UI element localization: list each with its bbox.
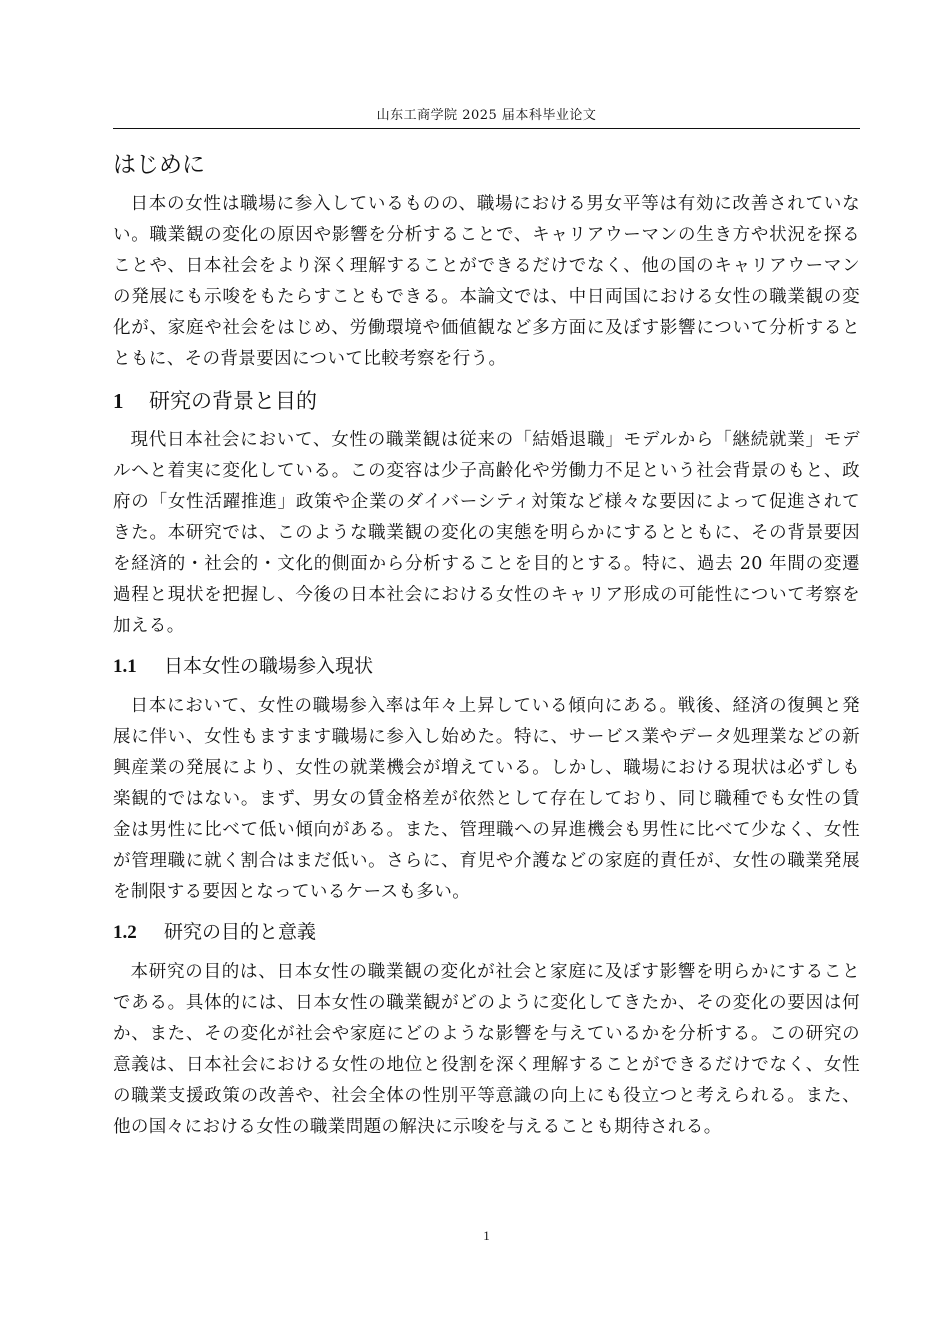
section-1-1-heading (113, 646, 860, 687)
page-content (113, 145, 860, 1143)
section-1-2-heading (113, 912, 860, 953)
subsection-number: 1.2 (113, 922, 137, 943)
section-title: 研究の背景と目的 (149, 389, 317, 413)
page-number: 1 (483, 1228, 490, 1243)
intro-heading: はじめに (113, 152, 205, 178)
subsection-title: 日本女性の職場参入現状 (164, 655, 374, 677)
header-rule (113, 128, 860, 129)
section-1-2-paragraph: 本研究の目的は、日本女性の職業観の変化が社会と家庭に及ぼす影響を明らかにすることである。具体的には、日本女性の職業観がどのように変化してきたか、その変化の要因は何か、また、その変化が社会や家庭にどのような影響を与えているかを分析する。この研究の意義は、日本社会における女性の地位と役割を深く理解することができるだけでなく、女性の職業支援政策の改善や、社会全体の性別平等意識の向上にも役立つと考えられる。また、他の国々における女性の職業問題の解決に示唆を与えることも期待される。 (113, 962, 860, 1137)
intro-paragraph: 日本の女性は職場に参入しているものの、職場における男女平等は有効に改善されていない。職業観の変化の原因や影響を分析することで、キャリアウーマンの生き方や状況を探ることや、日本社会をより深く理解することができるだけでなく、他の国のキャリアウーマンの発展にも示唆をもたらすこともできる。本論文では、中日両国における女性の職業観の変化が、家庭や社会をはじめ、労働環境や価値観など多方面に及ぼす影響について分析するとともに、その背景要因について比較考察を行う。 (113, 194, 860, 369)
section-1-heading (113, 381, 860, 421)
section-1-1-paragraph: 日本において、女性の職場参入率は年々上昇している傾向にある。戦後、経済の復興と発展に伴い、女性もますます職場に参入し始めた。特に、サービス業やデータ処理業などの新興産業の発展により、女性の就業機会が増えている。しかし、職場における現状は必ずしも楽観的ではない。まず、男女の賃金格差が依然として存在しており、同じ職種でも女性の賃金は男性に比べて低い傾向がある。また、管理職への昇進機会も男性に比べて少なく、女性が管理職に就く割合はまだ低い。さらに、育児や介護などの家庭的責任が、女性の職業発展を制限する要因となっているケースも多い。 (113, 696, 860, 902)
running-header: 山东工商学院 2025 届本科毕业论文 (376, 108, 597, 123)
section-number: 1 (113, 389, 124, 413)
subsection-number: 1.1 (113, 656, 137, 677)
subsection-title: 研究の目的と意義 (164, 921, 317, 943)
section-1-paragraph: 現代日本社会において、女性の職業観は従来の「結婚退職」モデルから「継続就業」モデルへと着実に変化している。この変容は少子高齢化や労働力不足という社会背景のもと、政府の「女性活躍推進」政策や企業のダイバーシティ対策など様々な要因によって促進されてきた。本研究では、このような職業観の変化の実態を明らかにするとともに、その背景要因を経済的・社会的・文化的側面から分析することを目的とする。特に、過去 20 年間の変遷過程と現状を把握し、今後の日本社会における女性のキャリア形成の可能性について考察を加える。 (113, 430, 860, 636)
